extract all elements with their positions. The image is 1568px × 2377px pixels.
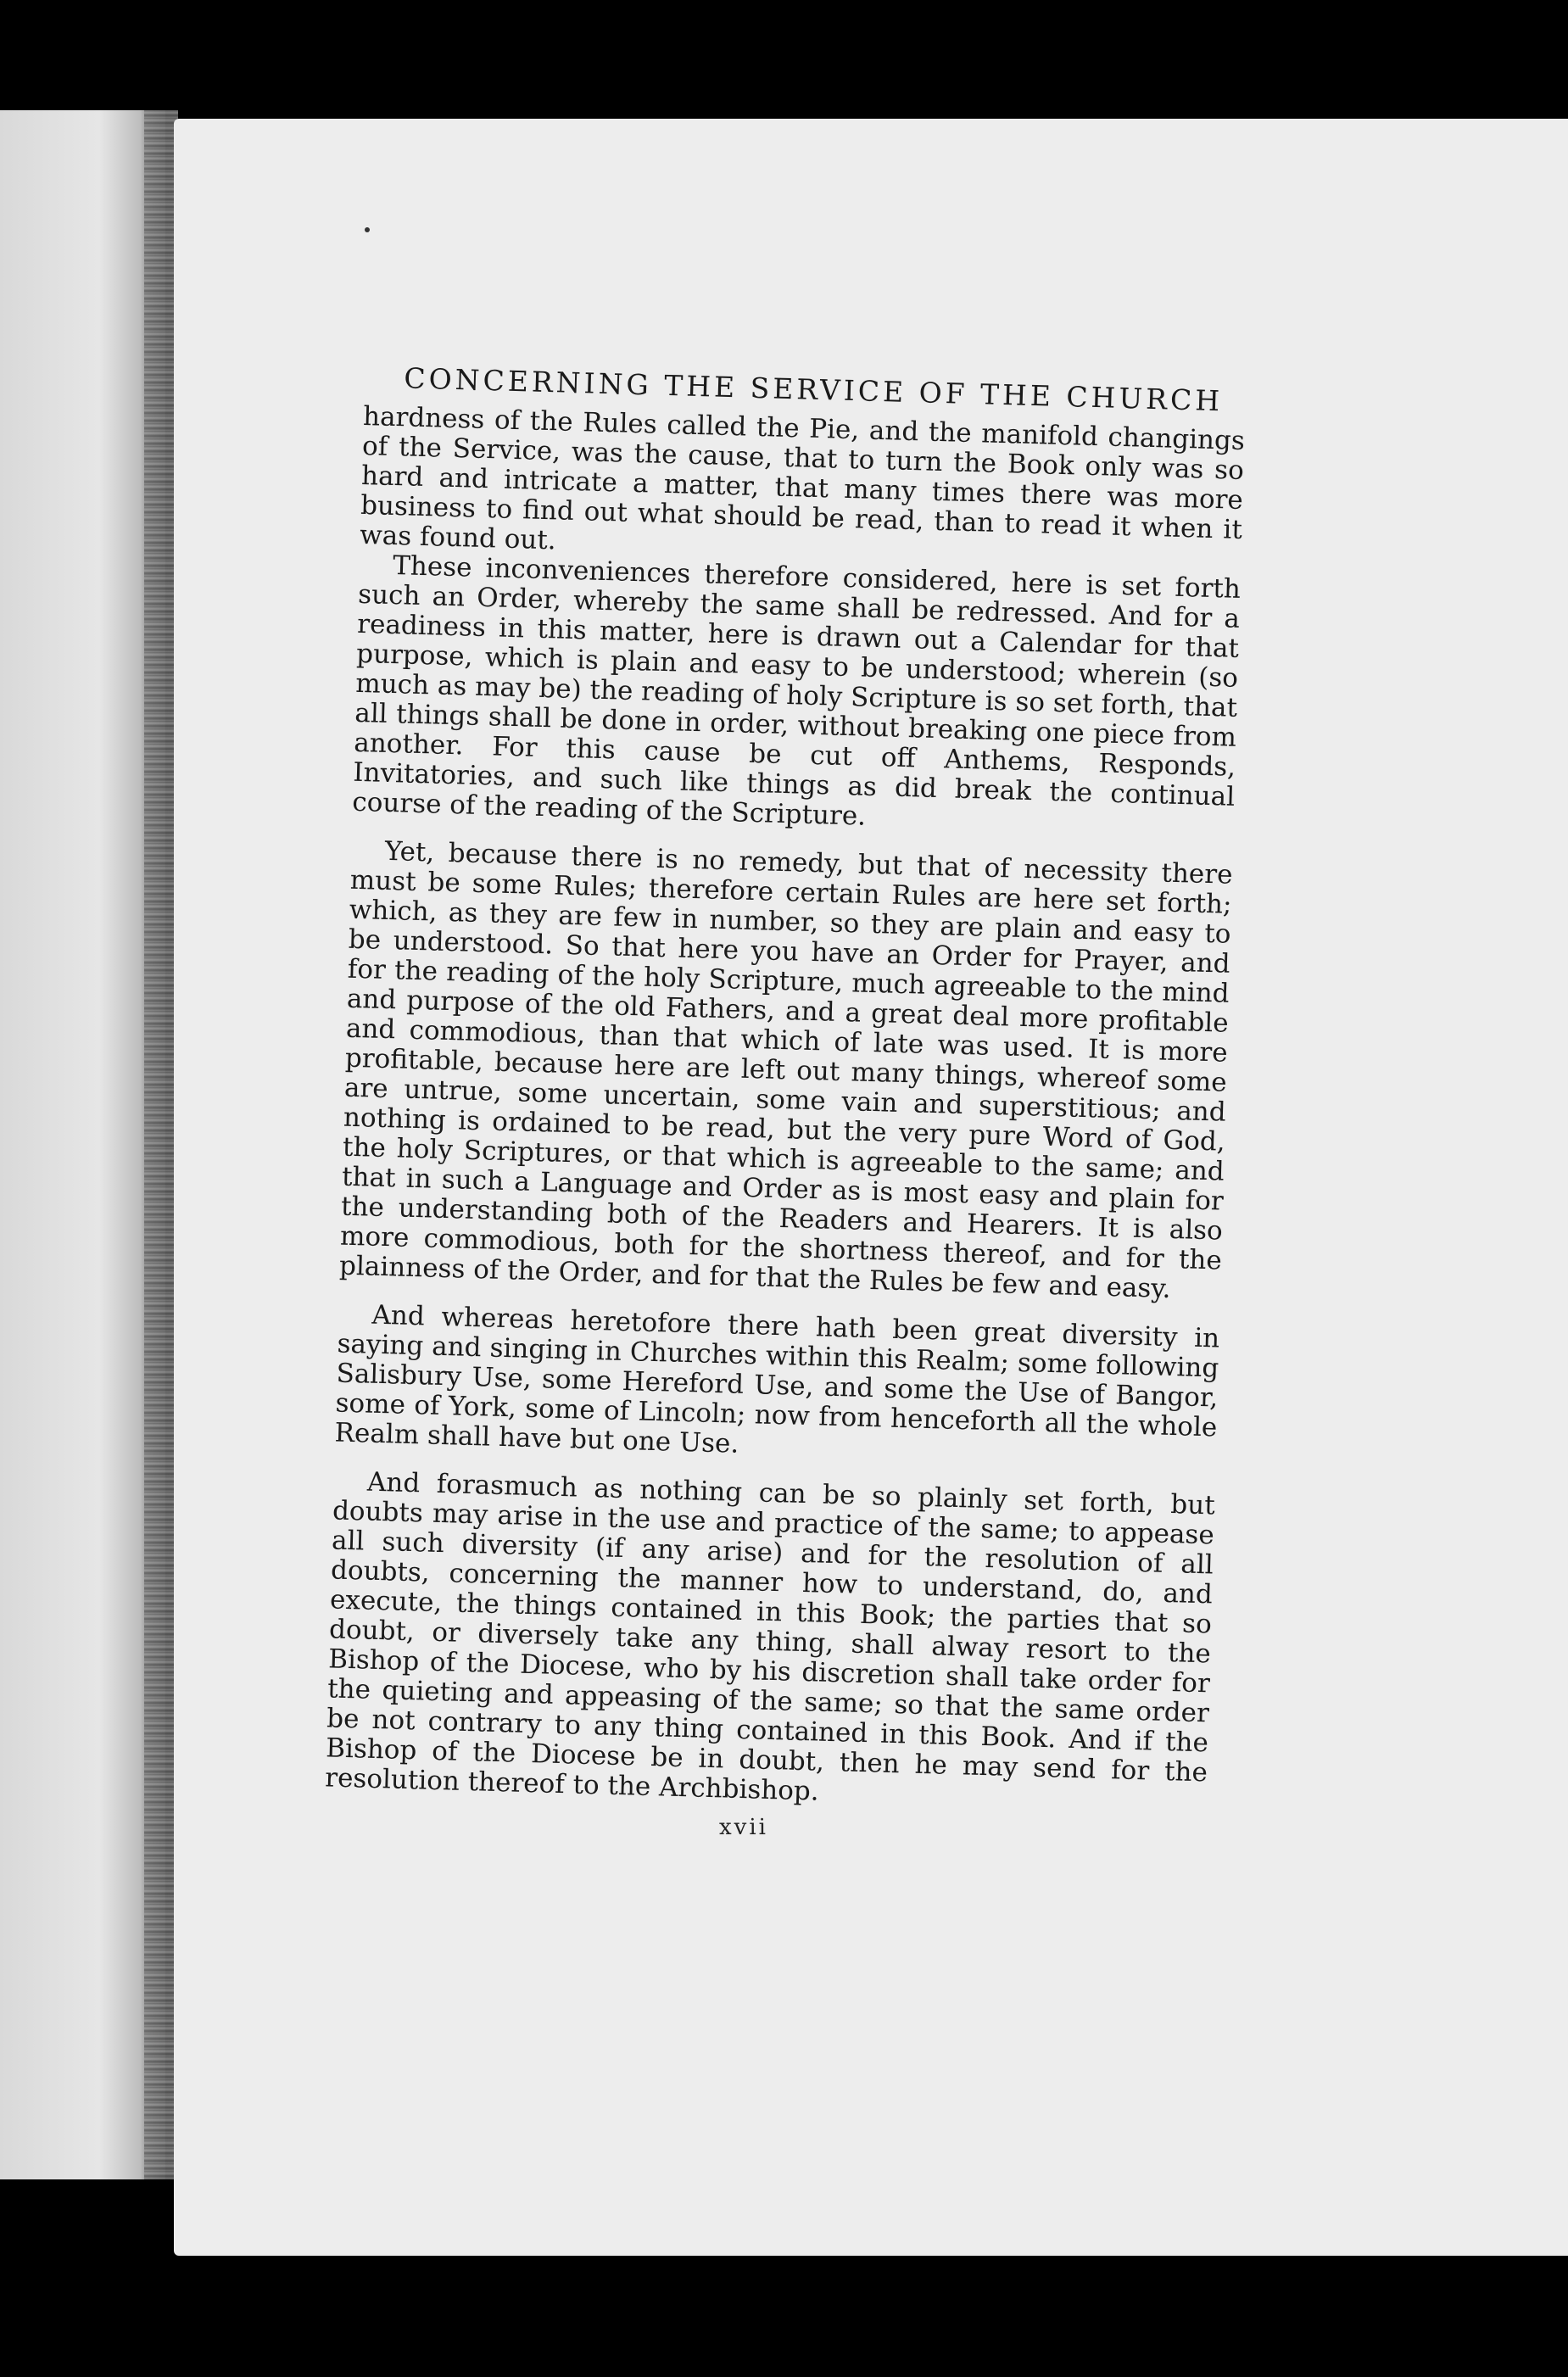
paragraph-continued: hardness of the Rules called the Pie, and the manifold changings of the Service, was the cause, that to turn the Book only was so hard and intricate a matter, that many times there was more business to find out what should be read, than to read it when it was found out. [359, 400, 1246, 556]
page-number: xvii [719, 1815, 768, 1840]
book-gutter [144, 110, 178, 2179]
page-text-block [325, 360, 1247, 1817]
paragraph-inconveniences: These inconveniences therefore considered, here is set forth such an Order, whereby the same shall be redressed. And for a readiness in this matter, here is drawn out a Calendar for that purpose, which is plain and easy to be understood; wherein (so much as may be) the reading of holy Scripture is so set forth, that all things shall be done in order, without breaking one piece from another. For this cause be cut off Anthems, Responds, Invitatories, and such like things as did break the continual course of the reading of the Scripture. [351, 550, 1242, 832]
page-speck [365, 227, 370, 232]
running-head: CONCERNING THE SERVICE OF THE CHURCH [403, 361, 1224, 418]
facing-page-edge [0, 110, 165, 2179]
paragraph-doubts: And forasmuch as nothing can be so plainly set forth, but doubts may arise in the use and practice of the same; to appease all such diversity (if any arise) and for the resolution of all doubts, concerning the manner how to understand, do, and execute, the things contained in this Book; the parties that so doubt, or diversely take any thing, shall alway resort to the Bishop of the Diocese, who by his discretion shall take order for the quieting and appeasing of the same; so that the same order be not contrary to any thing contained in this Book. And if the Bishop of the Diocese be in doubt, then he may send for the resolution thereof to the Archbishop. [324, 1466, 1216, 1807]
paragraph-rules: Yet, because there is no remedy, but that of necessity there must be some Rules; therefore certain Rules are here set forth; which, as they are few in number, so they are plain and easy to be understood. So that here you have an Order for Prayer, and for the reading of the holy Scripture, much agreeable to the mind and purpose of the old Fathers, and a great deal more profitable and commodious, than that which of late was used. It is more profitable, because here are left out many things, whereof some are untrue, some uncertain, some vain and superstitious; and nothing is ordained to be read, but the very pure Word of God, the holy Scriptures, or that which is agreeable to the same; and that in such a Language and Order as is most easy and plain for the understanding both of the Readers and Hearers. It is also more commodious, both for the shortness thereof, and for the plainness of the Order, and for that the Rules be few and easy. [338, 835, 1233, 1304]
paragraph-diversity: And whereas heretofore there hath been great diversity in saying and singing in Churches within this Realm; some following Salisbury Use, some Hereford Use, and some the Use of Bangor, some of York, some of Lincoln; now from henceforth all the whole Realm shall have but one Use. [334, 1299, 1220, 1459]
